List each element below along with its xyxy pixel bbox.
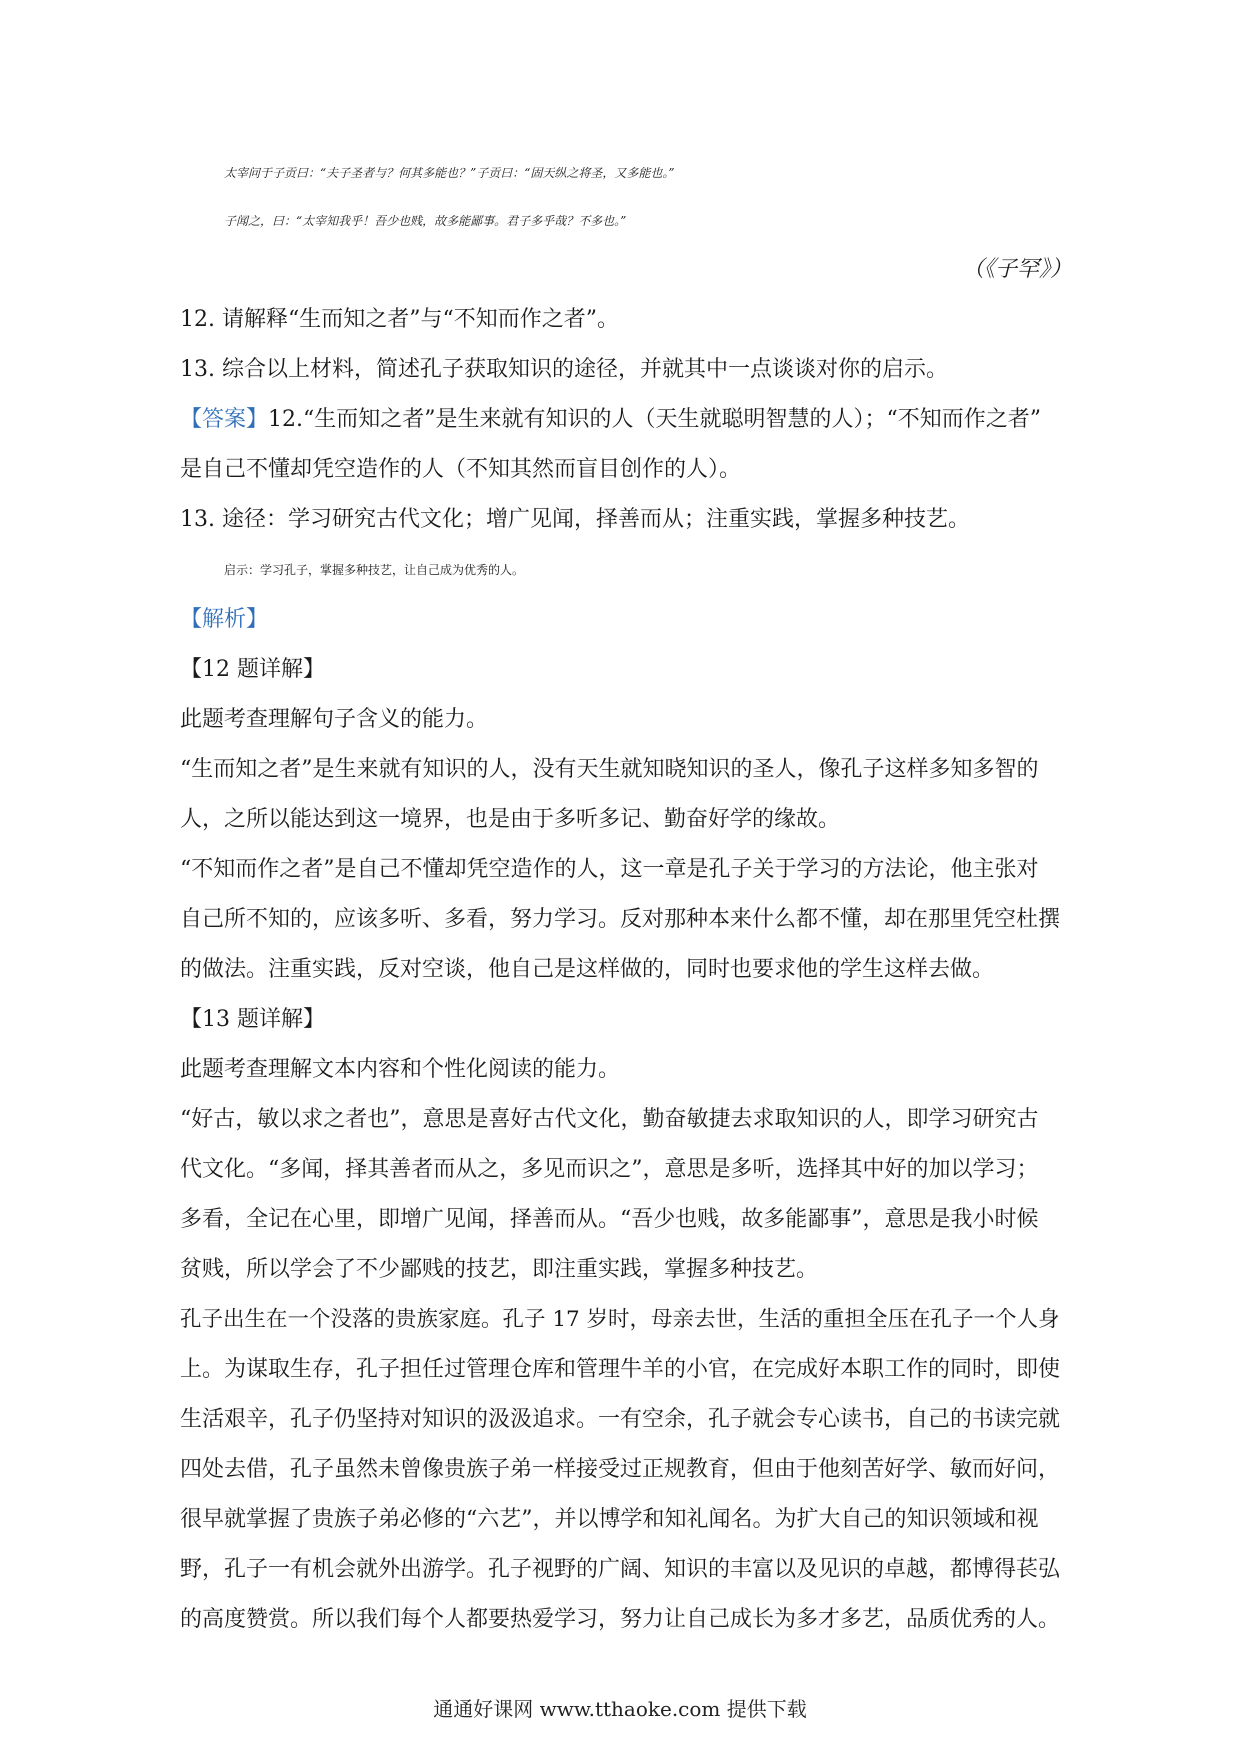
page-footer: 通通好课网 www.tthaoke.com 提供下载 — [433, 1697, 807, 1721]
analysis-13-line-3: 代文化。“多闻，择其善者而从之，多见而识之”，意思是多听，选择其中好的加以学习； — [180, 1157, 1039, 1182]
detail-heading-13: 【13 题详解】 — [180, 1007, 325, 1032]
analysis-13-line-5: 贫贱，所以学会了不少鄙贱的技艺，即注重实践，掌握多种技艺。 — [180, 1257, 819, 1282]
analysis-13-line-1: 此题考查理解文本内容和个性化阅读的能力。 — [180, 1057, 621, 1082]
analysis-13-line-11: 野，孔子一有机会就外出游学。孔子视野的广阔、知识的丰富以及见识的卓越，都博得苌弘 — [180, 1557, 1061, 1582]
answer-line-4: 启示：学习孔子，掌握多种技艺，让自己成为优秀的人。 — [224, 563, 525, 577]
answer-label: 【答案】 — [180, 407, 269, 432]
analysis-12-line-4: “不知而作之者”是自己不懂却凭空造作的人，这一章是孔子关于学习的方法论，他主张对 — [180, 857, 1039, 882]
analysis-12-line-1: 此题考查理解句子含义的能力。 — [180, 707, 489, 732]
analysis-13-line-4: 多看，全记在心里，即增广见闻，择善而从。“吾少也贱，故多能鄙事”，意思是我小时候 — [180, 1207, 1039, 1232]
answer-text-1: 12.“生而知之者”是生来就有知识的人（天生就聪明智慧的人）；“不知而作之者” — [268, 407, 1041, 432]
analysis-12-line-6: 的做法。注重实践，反对空谈，他自己是这样做的，同时也要求他的学生这样去做。 — [180, 957, 995, 982]
detail-heading-12: 【12 题详解】 — [180, 657, 325, 682]
answer-line-2: 是自己不懂却凭空造作的人（不知其然而盲目创作的人）。 — [180, 457, 742, 482]
analysis-12-line-5: 自己所不知的，应该多听、多看，努力学习。反对那种本来什么都不懂，却在那里凭空杜撰 — [180, 907, 1061, 932]
analysis-13-line-12: 的高度赞赏。所以我们每个人都要热爱学习，努力让自己成长为多才多艺，品质优秀的人。 — [180, 1607, 1061, 1632]
answer-line-1 — [180, 405, 1060, 435]
analysis-13-line-6: 孔子出生在一个没落的贵族家庭。孔子 17 岁时，母亲去世，生活的重担全压在孔子一个人身 — [180, 1307, 1060, 1332]
answer-line-3: 13. 途径：学习研究古代文化；增广见闻，择善而从；注重实践，掌握多种技艺。 — [180, 507, 970, 532]
question-13: 13. 综合以上材料，简述孔子获取知识的途径，并就其中一点谈谈对你的启示。 — [180, 357, 948, 382]
analysis-13-line-10: 很早就掌握了贵族子弟必修的“六艺”，并以博学和知礼闻名。为扩大自己的知识领域和视 — [180, 1507, 1039, 1532]
quote-source: （《子罕》） — [961, 257, 1072, 282]
quote-line-2: 子闻之，曰：“太宰知我乎！吾少也贱，故多能鄙事。君子多乎哉？不多也。” — [224, 214, 627, 228]
analysis-13-line-8: 生活艰辛，孔子仍坚持对知识的汲汲追求。一有空余，孔子就会专心读书，自己的书读完就 — [180, 1407, 1061, 1432]
analysis-12-line-3: 人，之所以能达到这一境界，也是由于多听多记、勤奋好学的缘故。 — [180, 807, 841, 832]
analysis-label: 【解析】 — [180, 607, 269, 632]
analysis-13-line-2: “好古，敏以求之者也”，意思是喜好古代文化，勤奋敏捷去求取知识的人，即学习研究古 — [180, 1107, 1039, 1132]
question-12: 12. 请解释“生而知之者”与“不知而作之者”。 — [180, 307, 619, 332]
analysis-13-line-9: 四处去借，孔子虽然未曾像贵族子弟一样接受过正规教育，但由于他刻苦好学、敏而好问， — [180, 1457, 1061, 1482]
analysis-12-line-2: “生而知之者”是生来就有知识的人，没有天生就知晓知识的圣人，像孔子这样多知多智的 — [180, 757, 1039, 782]
quote-line-1: 太宰问于子贡曰：“夫子圣者与？何其多能也？”子贡曰：“固天纵之将圣，又多能也。” — [224, 166, 675, 180]
analysis-13-line-7: 上。为谋取生存，孔子担任过管理仓库和管理牛羊的小官，在完成好本职工作的同时，即使 — [180, 1357, 1061, 1382]
